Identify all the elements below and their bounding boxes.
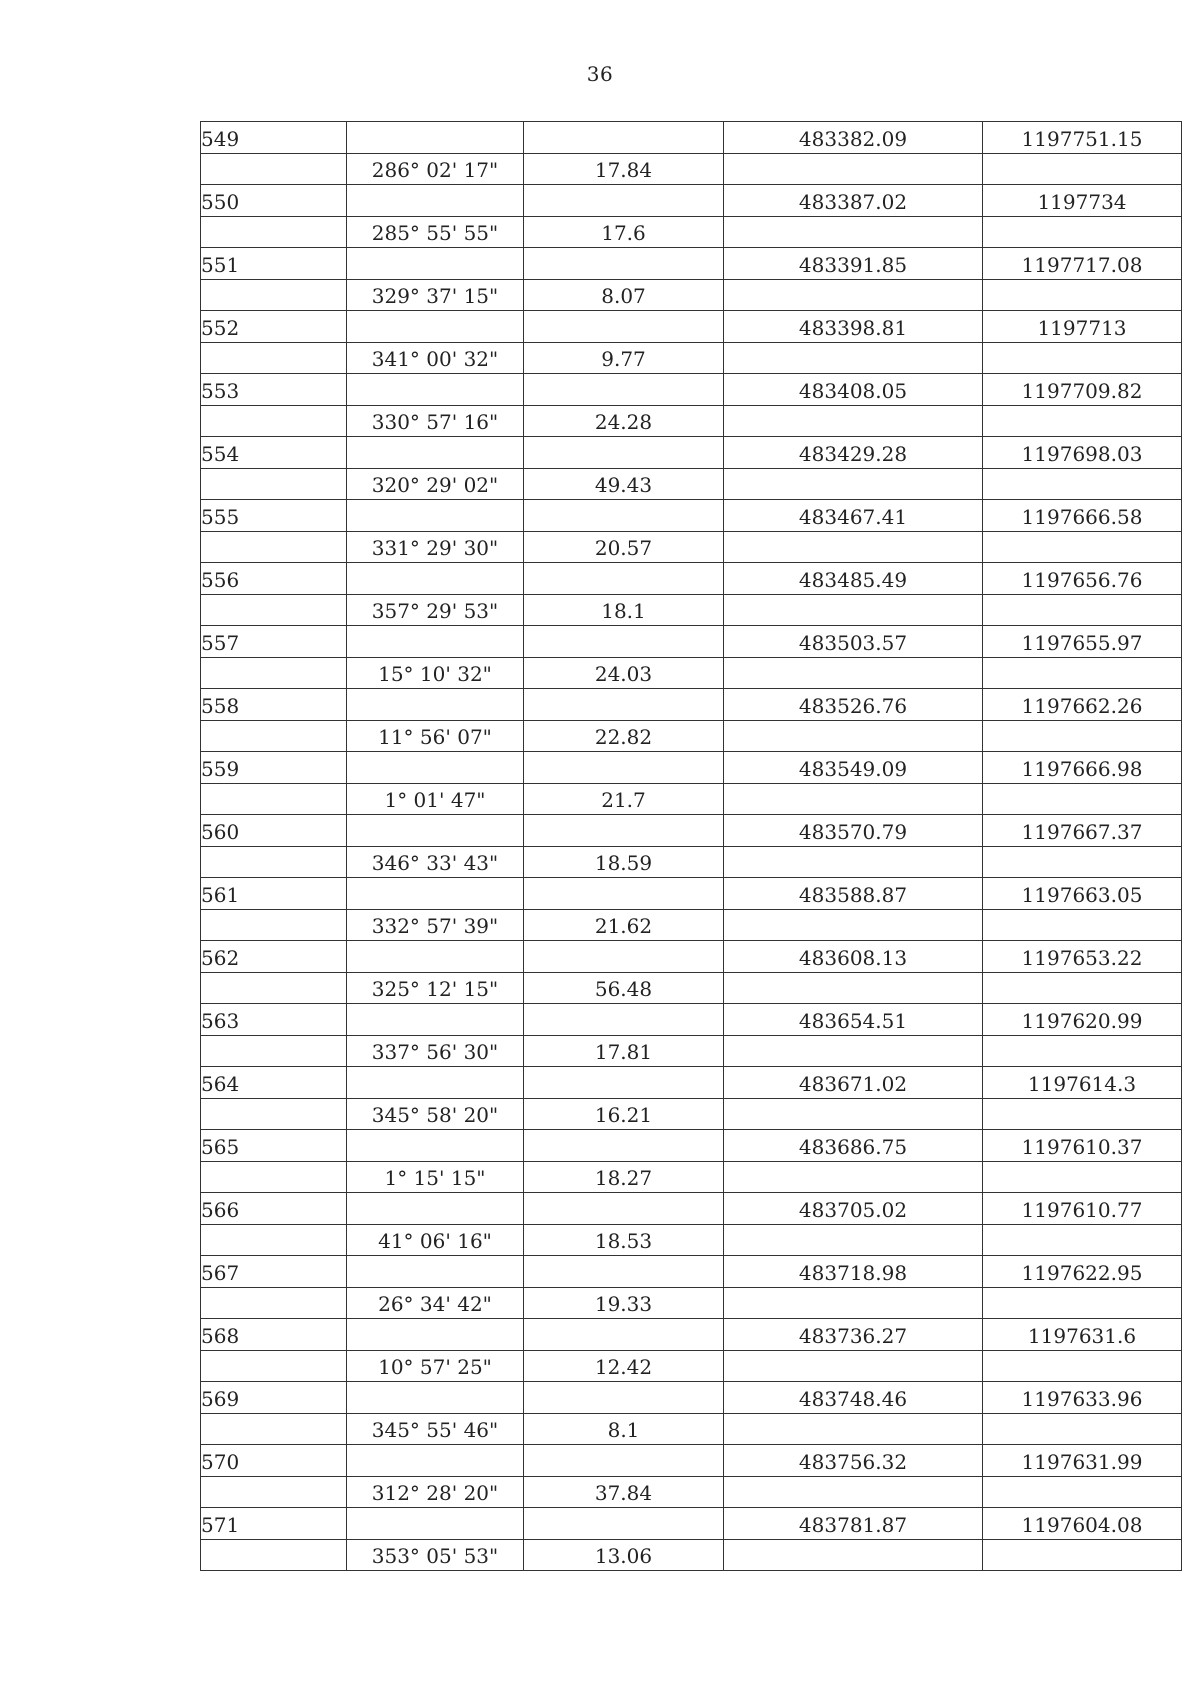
empty-cell [724,1287,983,1319]
y-coordinate-cell: 1197698.03 [983,437,1182,469]
x-coordinate-cell: 483671.02 [724,1067,983,1099]
y-coordinate-cell: 1197656.76 [983,563,1182,595]
empty-cell [524,815,724,847]
segment-row [201,594,1182,626]
point-number-cell: 560 [201,815,347,847]
x-coordinate-cell: 483526.76 [724,689,983,721]
empty-cell [724,783,983,815]
empty-cell [347,374,524,406]
bearing-angle-cell: 325° 12' 15" [347,972,524,1004]
point-row [201,1256,1182,1288]
y-coordinate-cell: 1197604.08 [983,1508,1182,1540]
empty-cell [983,1287,1182,1319]
empty-cell [983,1350,1182,1382]
empty-cell [524,1508,724,1540]
y-coordinate-cell: 1197631.6 [983,1319,1182,1351]
x-coordinate-cell: 483429.28 [724,437,983,469]
segment-row [201,1350,1182,1382]
empty-cell [724,468,983,500]
empty-cell [347,122,524,154]
x-coordinate-cell: 483756.32 [724,1445,983,1477]
empty-cell [347,1319,524,1351]
empty-cell [347,1382,524,1414]
y-coordinate-cell: 1197663.05 [983,878,1182,910]
empty-cell [201,594,347,626]
empty-cell [983,846,1182,878]
empty-cell [347,185,524,217]
point-row [201,1004,1182,1036]
empty-cell [983,1098,1182,1130]
empty-cell [724,1161,983,1193]
bearing-angle-cell: 330° 57' 16" [347,405,524,437]
distance-cell: 9.77 [524,342,724,374]
distance-cell: 49.43 [524,468,724,500]
empty-cell [347,500,524,532]
distance-cell: 56.48 [524,972,724,1004]
point-number-cell: 571 [201,1508,347,1540]
distance-cell: 17.6 [524,216,724,248]
bearing-angle-cell: 41° 06' 16" [347,1224,524,1256]
point-row [201,374,1182,406]
x-coordinate-cell: 483382.09 [724,122,983,154]
point-row [201,815,1182,847]
point-number-cell: 563 [201,1004,347,1036]
point-row [201,500,1182,532]
y-coordinate-cell: 1197662.26 [983,689,1182,721]
point-row [201,1067,1182,1099]
segment-row [201,405,1182,437]
empty-cell [201,1224,347,1256]
empty-cell [347,752,524,784]
distance-cell: 13.06 [524,1539,724,1571]
point-number-cell: 567 [201,1256,347,1288]
distance-cell: 17.84 [524,153,724,185]
empty-cell [524,1445,724,1477]
x-coordinate-cell: 483549.09 [724,752,983,784]
bearing-angle-cell: 357° 29' 53" [347,594,524,626]
bearing-angle-cell: 329° 37' 15" [347,279,524,311]
point-number-cell: 553 [201,374,347,406]
x-coordinate-cell: 483588.87 [724,878,983,910]
empty-cell [201,1539,347,1571]
bearing-angle-cell: 312° 28' 20" [347,1476,524,1508]
empty-cell [201,720,347,752]
empty-cell [524,941,724,973]
segment-row [201,153,1182,185]
segment-row [201,972,1182,1004]
empty-cell [724,342,983,374]
empty-cell [524,311,724,343]
empty-cell [347,815,524,847]
coordinates-table [200,121,1182,1571]
point-number-cell: 570 [201,1445,347,1477]
point-number-cell: 558 [201,689,347,721]
distance-cell: 24.28 [524,405,724,437]
distance-cell: 24.03 [524,657,724,689]
y-coordinate-cell: 1197610.77 [983,1193,1182,1225]
x-coordinate-cell: 483686.75 [724,1130,983,1162]
y-coordinate-cell: 1197717.08 [983,248,1182,280]
distance-cell: 22.82 [524,720,724,752]
y-coordinate-cell: 1197734 [983,185,1182,217]
empty-cell [347,878,524,910]
segment-row [201,1035,1182,1067]
empty-cell [983,216,1182,248]
point-row [201,122,1182,154]
y-coordinate-cell: 1197614.3 [983,1067,1182,1099]
empty-cell [201,342,347,374]
point-number-cell: 552 [201,311,347,343]
segment-row [201,1413,1182,1445]
y-coordinate-cell: 1197666.58 [983,500,1182,532]
point-number-cell: 562 [201,941,347,973]
x-coordinate-cell: 483391.85 [724,248,983,280]
empty-cell [724,1350,983,1382]
point-row [201,752,1182,784]
empty-cell [983,1539,1182,1571]
distance-cell: 17.81 [524,1035,724,1067]
empty-cell [524,1067,724,1099]
y-coordinate-cell: 1197622.95 [983,1256,1182,1288]
distance-cell: 21.7 [524,783,724,815]
point-number-cell: 568 [201,1319,347,1351]
y-coordinate-cell: 1197620.99 [983,1004,1182,1036]
empty-cell [201,972,347,1004]
point-row [201,878,1182,910]
point-number-cell: 561 [201,878,347,910]
bearing-angle-cell: 285° 55' 55" [347,216,524,248]
x-coordinate-cell: 483408.05 [724,374,983,406]
empty-cell [983,342,1182,374]
coordinates-table-body [201,122,1182,1571]
distance-cell: 8.1 [524,1413,724,1445]
empty-cell [983,594,1182,626]
point-number-cell: 565 [201,1130,347,1162]
y-coordinate-cell: 1197709.82 [983,374,1182,406]
empty-cell [724,153,983,185]
empty-cell [524,563,724,595]
point-number-cell: 566 [201,1193,347,1225]
bearing-angle-cell: 1° 15' 15" [347,1161,524,1193]
empty-cell [201,909,347,941]
empty-cell [983,972,1182,1004]
distance-cell: 19.33 [524,1287,724,1319]
empty-cell [983,1161,1182,1193]
segment-row [201,1539,1182,1571]
empty-cell [347,1445,524,1477]
empty-cell [524,500,724,532]
point-row [201,689,1182,721]
empty-cell [724,531,983,563]
point-row [201,1193,1182,1225]
segment-row [201,1224,1182,1256]
point-row [201,1130,1182,1162]
bearing-angle-cell: 345° 55' 46" [347,1413,524,1445]
bearing-angle-cell: 15° 10' 32" [347,657,524,689]
empty-cell [524,1256,724,1288]
y-coordinate-cell: 1197667.37 [983,815,1182,847]
x-coordinate-cell: 483503.57 [724,626,983,658]
empty-cell [724,1035,983,1067]
distance-cell: 20.57 [524,531,724,563]
point-number-cell: 564 [201,1067,347,1099]
point-number-cell: 550 [201,185,347,217]
bearing-angle-cell: 11° 56' 07" [347,720,524,752]
segment-row [201,216,1182,248]
empty-cell [724,846,983,878]
empty-cell [347,1508,524,1540]
empty-cell [524,437,724,469]
point-row [201,311,1182,343]
x-coordinate-cell: 483387.02 [724,185,983,217]
y-coordinate-cell: 1197610.37 [983,1130,1182,1162]
empty-cell [983,783,1182,815]
empty-cell [201,531,347,563]
empty-cell [201,846,347,878]
empty-cell [724,1539,983,1571]
empty-cell [724,1476,983,1508]
bearing-angle-cell: 320° 29' 02" [347,468,524,500]
empty-cell [201,657,347,689]
segment-row [201,1287,1182,1319]
distance-cell: 12.42 [524,1350,724,1382]
point-row [201,437,1182,469]
empty-cell [983,720,1182,752]
x-coordinate-cell: 483485.49 [724,563,983,595]
empty-cell [347,1130,524,1162]
empty-cell [983,657,1182,689]
empty-cell [983,531,1182,563]
x-coordinate-cell: 483748.46 [724,1382,983,1414]
empty-cell [983,405,1182,437]
bearing-angle-cell: 346° 33' 43" [347,846,524,878]
segment-row [201,468,1182,500]
y-coordinate-cell: 1197655.97 [983,626,1182,658]
point-row [201,1319,1182,1351]
segment-row [201,846,1182,878]
segment-row [201,342,1182,374]
x-coordinate-cell: 483570.79 [724,815,983,847]
empty-cell [983,1476,1182,1508]
empty-cell [524,374,724,406]
empty-cell [724,657,983,689]
empty-cell [724,1413,983,1445]
empty-cell [347,437,524,469]
point-number-cell: 557 [201,626,347,658]
x-coordinate-cell: 483736.27 [724,1319,983,1351]
empty-cell [524,122,724,154]
point-number-cell: 559 [201,752,347,784]
y-coordinate-cell: 1197631.99 [983,1445,1182,1477]
point-row [201,248,1182,280]
empty-cell [201,216,347,248]
segment-row [201,657,1182,689]
empty-cell [983,279,1182,311]
y-coordinate-cell: 1197713 [983,311,1182,343]
empty-cell [347,1004,524,1036]
distance-cell: 8.07 [524,279,724,311]
empty-cell [201,783,347,815]
point-row [201,626,1182,658]
point-row [201,1445,1182,1477]
point-number-cell: 569 [201,1382,347,1414]
segment-row [201,1098,1182,1130]
empty-cell [347,689,524,721]
distance-cell: 18.1 [524,594,724,626]
point-row [201,1508,1182,1540]
empty-cell [201,1287,347,1319]
empty-cell [524,185,724,217]
empty-cell [347,1067,524,1099]
page-number: 36 [586,62,614,86]
empty-cell [724,405,983,437]
segment-row [201,1161,1182,1193]
empty-cell [524,752,724,784]
empty-cell [524,1319,724,1351]
point-number-cell: 556 [201,563,347,595]
point-number-cell: 554 [201,437,347,469]
bearing-angle-cell: 337° 56' 30" [347,1035,524,1067]
empty-cell [201,279,347,311]
distance-cell: 21.62 [524,909,724,941]
bearing-angle-cell: 331° 29' 30" [347,531,524,563]
bearing-angle-cell: 341° 00' 32" [347,342,524,374]
empty-cell [201,1161,347,1193]
empty-cell [524,1130,724,1162]
x-coordinate-cell: 483398.81 [724,311,983,343]
empty-cell [347,941,524,973]
distance-cell: 18.59 [524,846,724,878]
empty-cell [724,279,983,311]
empty-cell [201,1350,347,1382]
empty-cell [347,563,524,595]
bearing-angle-cell: 353° 05' 53" [347,1539,524,1571]
point-row [201,185,1182,217]
empty-cell [201,1413,347,1445]
empty-cell [524,1004,724,1036]
y-coordinate-cell: 1197666.98 [983,752,1182,784]
bearing-angle-cell: 26° 34' 42" [347,1287,524,1319]
x-coordinate-cell: 483705.02 [724,1193,983,1225]
empty-cell [983,909,1182,941]
distance-cell: 18.27 [524,1161,724,1193]
empty-cell [201,468,347,500]
segment-row [201,531,1182,563]
point-row [201,941,1182,973]
empty-cell [524,248,724,280]
empty-cell [724,216,983,248]
empty-cell [983,1413,1182,1445]
distance-cell: 16.21 [524,1098,724,1130]
empty-cell [524,689,724,721]
distance-cell: 18.53 [524,1224,724,1256]
point-number-cell: 549 [201,122,347,154]
empty-cell [524,878,724,910]
point-number-cell: 555 [201,500,347,532]
empty-cell [983,1224,1182,1256]
bearing-angle-cell: 345° 58' 20" [347,1098,524,1130]
empty-cell [724,720,983,752]
x-coordinate-cell: 483608.13 [724,941,983,973]
empty-cell [347,1193,524,1225]
bearing-angle-cell: 332° 57' 39" [347,909,524,941]
point-row [201,1382,1182,1414]
y-coordinate-cell: 1197633.96 [983,1382,1182,1414]
x-coordinate-cell: 483467.41 [724,500,983,532]
empty-cell [983,153,1182,185]
x-coordinate-cell: 483718.98 [724,1256,983,1288]
segment-row [201,720,1182,752]
segment-row [201,783,1182,815]
empty-cell [983,1035,1182,1067]
point-row [201,563,1182,595]
bearing-angle-cell: 286° 02' 17" [347,153,524,185]
y-coordinate-cell: 1197653.22 [983,941,1182,973]
bearing-angle-cell: 10° 57' 25" [347,1350,524,1382]
bearing-angle-cell: 1° 01' 47" [347,783,524,815]
empty-cell [983,468,1182,500]
x-coordinate-cell: 483654.51 [724,1004,983,1036]
segment-row [201,909,1182,941]
y-coordinate-cell: 1197751.15 [983,122,1182,154]
empty-cell [347,626,524,658]
empty-cell [724,909,983,941]
empty-cell [201,405,347,437]
distance-cell: 37.84 [524,1476,724,1508]
empty-cell [524,1382,724,1414]
empty-cell [201,153,347,185]
empty-cell [524,1193,724,1225]
segment-row [201,1476,1182,1508]
empty-cell [724,972,983,1004]
empty-cell [347,311,524,343]
empty-cell [724,594,983,626]
empty-cell [347,1256,524,1288]
x-coordinate-cell: 483781.87 [724,1508,983,1540]
point-number-cell: 551 [201,248,347,280]
empty-cell [201,1035,347,1067]
empty-cell [524,626,724,658]
empty-cell [201,1476,347,1508]
empty-cell [347,248,524,280]
empty-cell [724,1098,983,1130]
segment-row [201,279,1182,311]
empty-cell [724,1224,983,1256]
empty-cell [201,1098,347,1130]
